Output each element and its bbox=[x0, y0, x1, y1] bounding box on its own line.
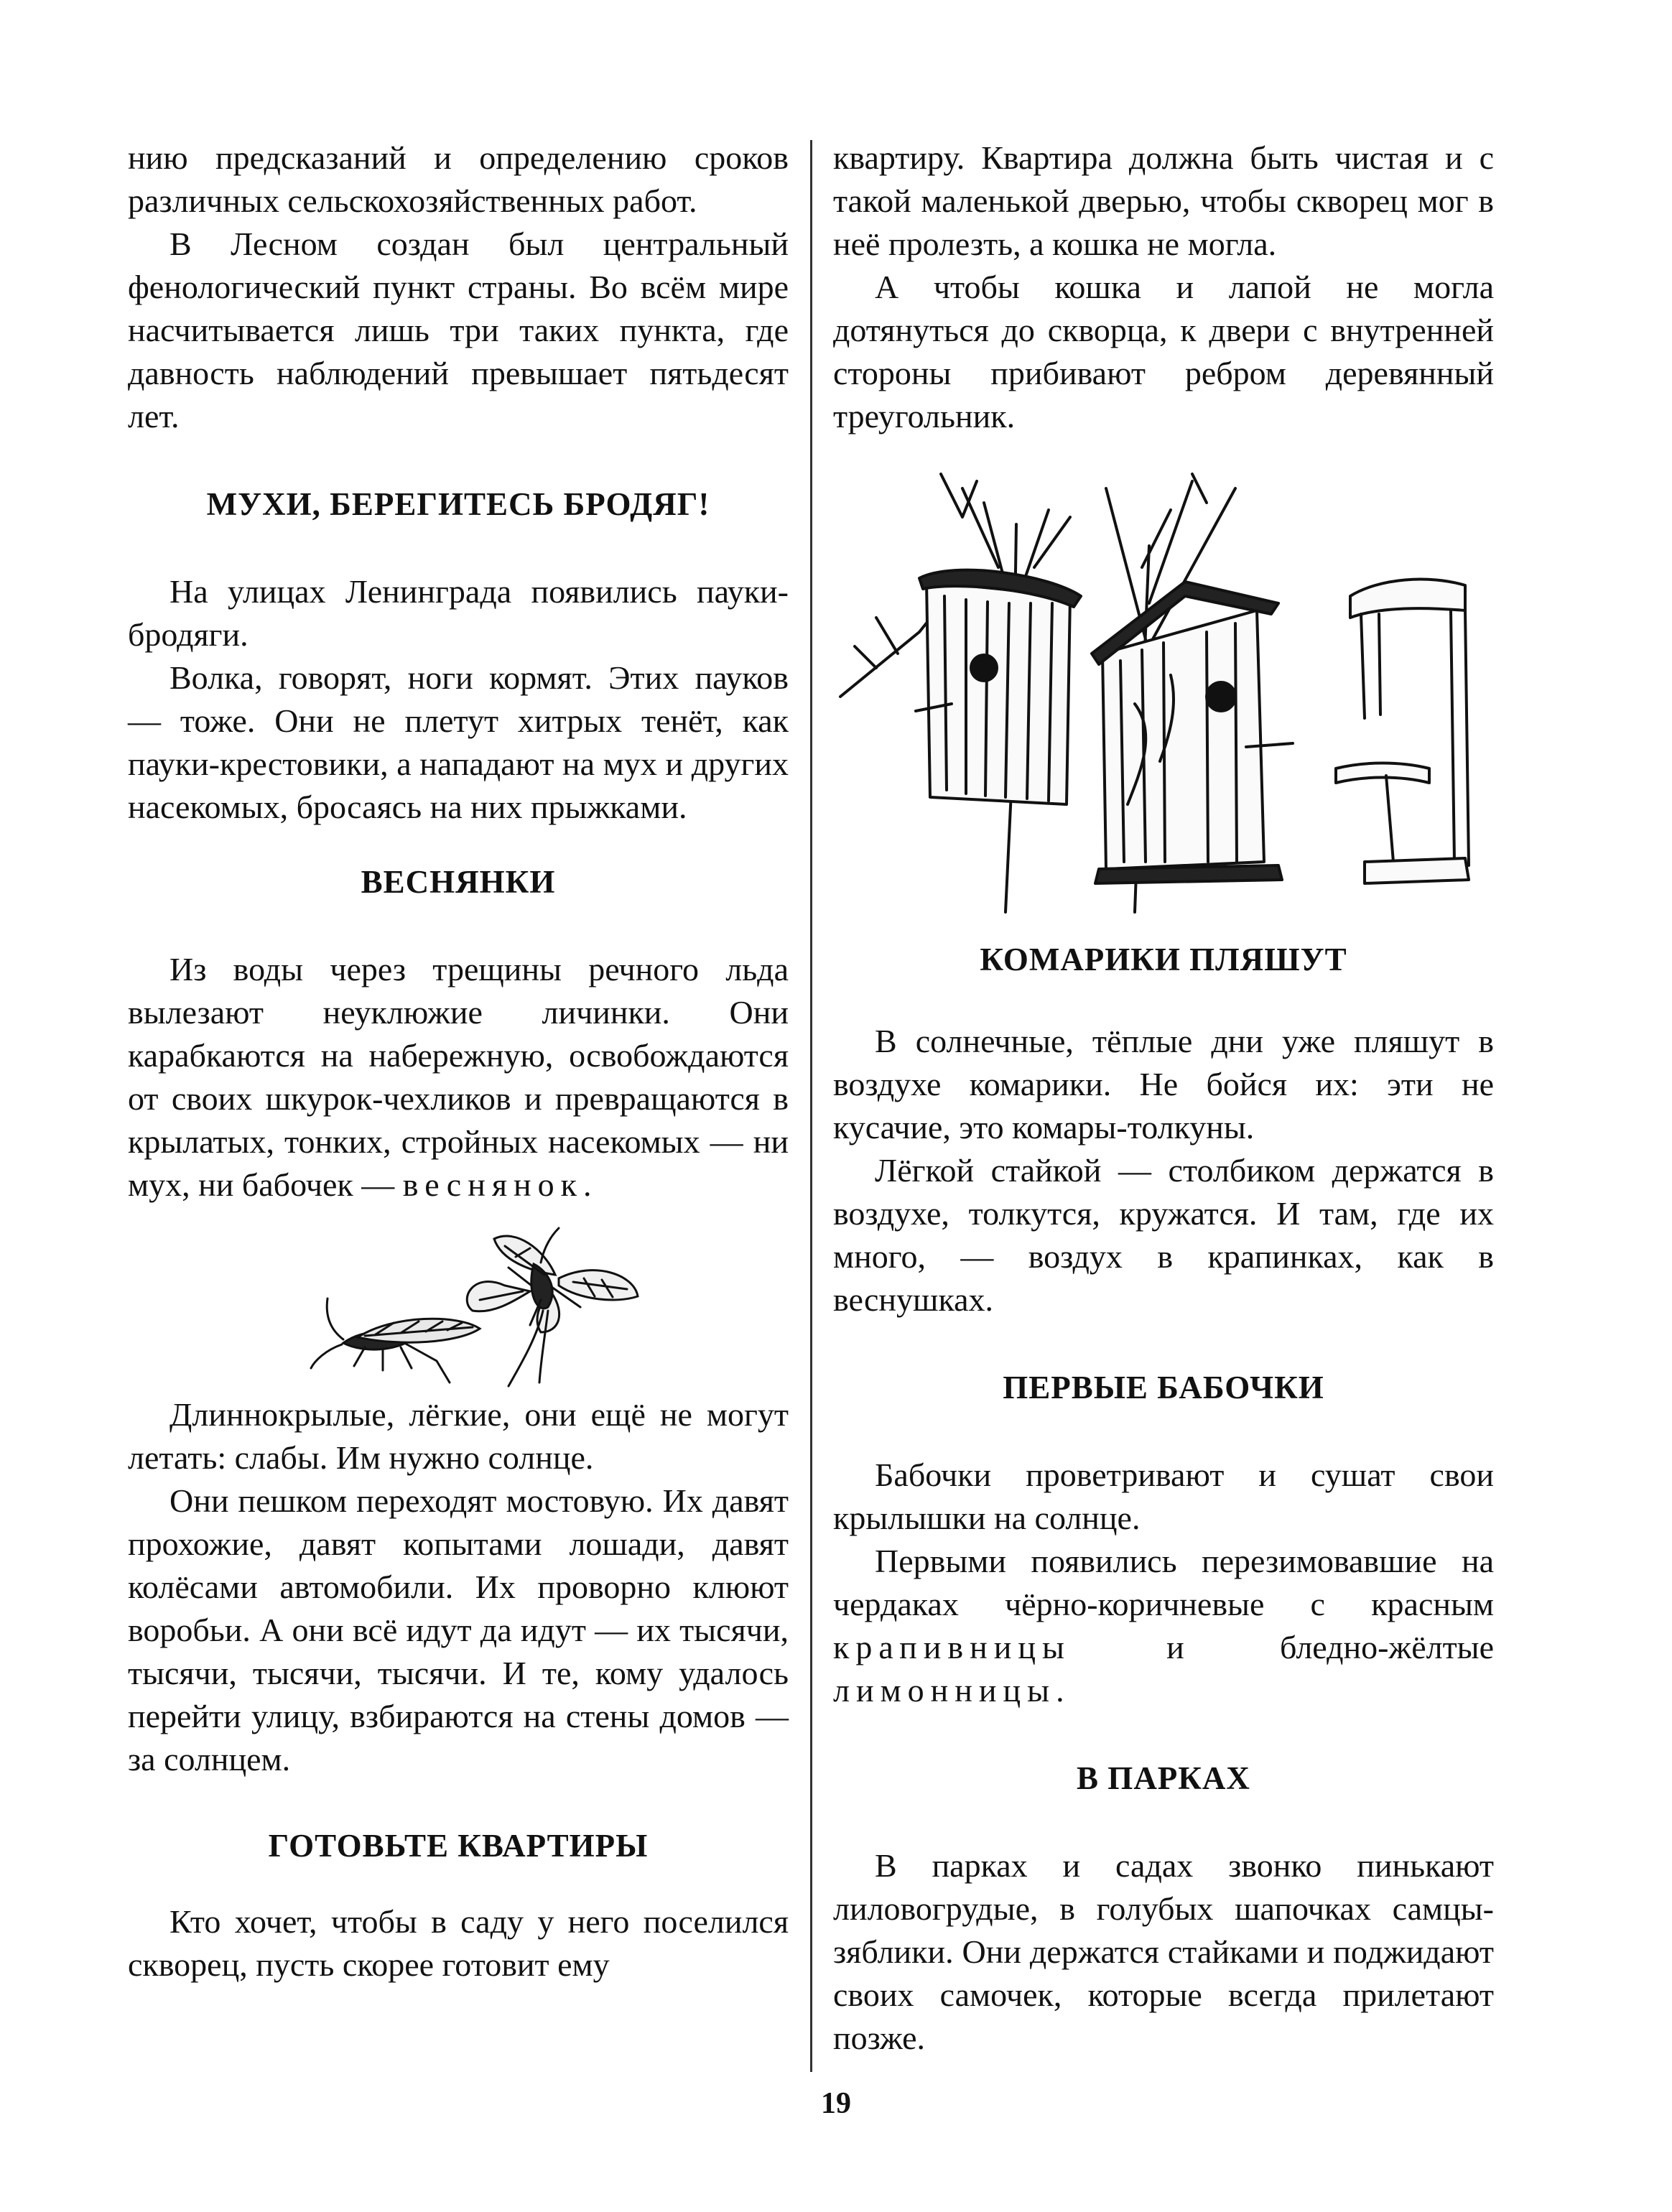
paragraph: квартиру. Квартира должна быть чистая и с такой маленькой дверью, чтобы скворец мог в неё пролезть, а кошка не могла. bbox=[833, 139, 1494, 262]
paragraph: Первыми появились перезимовавшие на чердаках чёрно-коричневые с красным крапивницы и бледно-жёлтые лимонницы. bbox=[833, 1543, 1494, 1709]
paragraph: В солнечные, тёплые дни уже пляшут в воздухе комарики. Не бойся их: эти не кусачие, это комары-толкуны. bbox=[833, 1023, 1494, 1146]
paragraph: нию предсказаний и определению сроков различных сельскохозяйственных работ. bbox=[128, 139, 789, 219]
paragraph: А чтобы кошка и лапой не могла дотянуться до скворца, к двери с внутренней стороны прибивают ребром деревянный треугольник. bbox=[833, 269, 1494, 434]
page-number: 19 bbox=[821, 2087, 851, 2120]
paragraph: На улицах Ленинграда появились пауки-бродяги. bbox=[128, 573, 789, 653]
birdhouse-illustration bbox=[833, 460, 1494, 919]
left-column bbox=[128, 136, 789, 1986]
right-column bbox=[833, 136, 1494, 2060]
heading-apartments: ГОТОВЬТЕ КВАРТИРЫ bbox=[268, 1828, 649, 1864]
paragraph: Длиннокрылые, лёгкие, они ещё не могут летать: слабы. Им нужно солнце. bbox=[128, 1396, 789, 1476]
paragraph: Кто хочет, чтобы в саду у него поселился скворец, пусть скорее готовит ему bbox=[128, 1903, 789, 1983]
column-divider bbox=[810, 140, 812, 2072]
heading-flies: МУХИ, БЕРЕГИТЕСЬ БРОДЯГ! bbox=[206, 486, 710, 522]
spaced-term: крапивницы bbox=[833, 1629, 1071, 1665]
paragraph: В парках и садах звонко пинькают лиловогрудые, в голубых шапочках самцы-зяблики. Они держатся стайками и поджидают своих самочек, которые всегда прилетают позже. bbox=[833, 1847, 1494, 2056]
paragraph: Из воды через трещины речного льда вылезают неуклюжие личинки. Они карабкаются на набережную, освобождаются от своих шкурок-чехликов и превращаются в крылатых, тонких, стройных насекомых — ни мух, ни бабочек — веснянок. bbox=[128, 951, 789, 1203]
paragraph: Бабочки проветривают и сушат свои крылышки на солнце. bbox=[833, 1456, 1494, 1536]
paragraph: В Лесном создан был центральный фенологический пункт страны. Во всём мире насчитывается лишь три таких пункта, где давность наблюдений превышает пятьдесят лет. bbox=[128, 226, 789, 434]
heading-butterflies: ПЕРВЫЕ БАБОЧКИ bbox=[1003, 1370, 1324, 1405]
heading-gnats: КОМАРИКИ ПЛЯШУТ bbox=[980, 942, 1347, 977]
spaced-term: веснянок bbox=[402, 1166, 583, 1203]
paragraph: Они пешком переходят мостовую. Их давят прохожие, давят копытами лошади, давят колёсами автомобили. Их проворно клюют воробьи. А они всё идут да идут — их тысячи, тысячи, тысячи, тысячи. И те, кому удалось перейти улицу, взбираются на стены домов — за солнцем. bbox=[128, 1482, 789, 1778]
paragraph: Лёгкой стайкой — столбиком держатся в воздухе, толкутся, кружатся. И там, где их много, — воздух в крапинках, как в веснушках. bbox=[833, 1152, 1494, 1318]
stonefly-illustration bbox=[257, 1207, 659, 1393]
paragraph: Волка, говорят, ноги кормят. Этих пауков — тоже. Они не плетут хитрых тенёт, как пауки-крестовики, а нападают на мух и других насекомых, бросаясь на них прыжками. bbox=[128, 659, 789, 825]
heading-stoneflies: ВЕСНЯНКИ bbox=[361, 864, 556, 900]
spaced-term: лимонницы bbox=[833, 1672, 1056, 1709]
heading-parks: В ПАРКАХ bbox=[1077, 1760, 1250, 1796]
